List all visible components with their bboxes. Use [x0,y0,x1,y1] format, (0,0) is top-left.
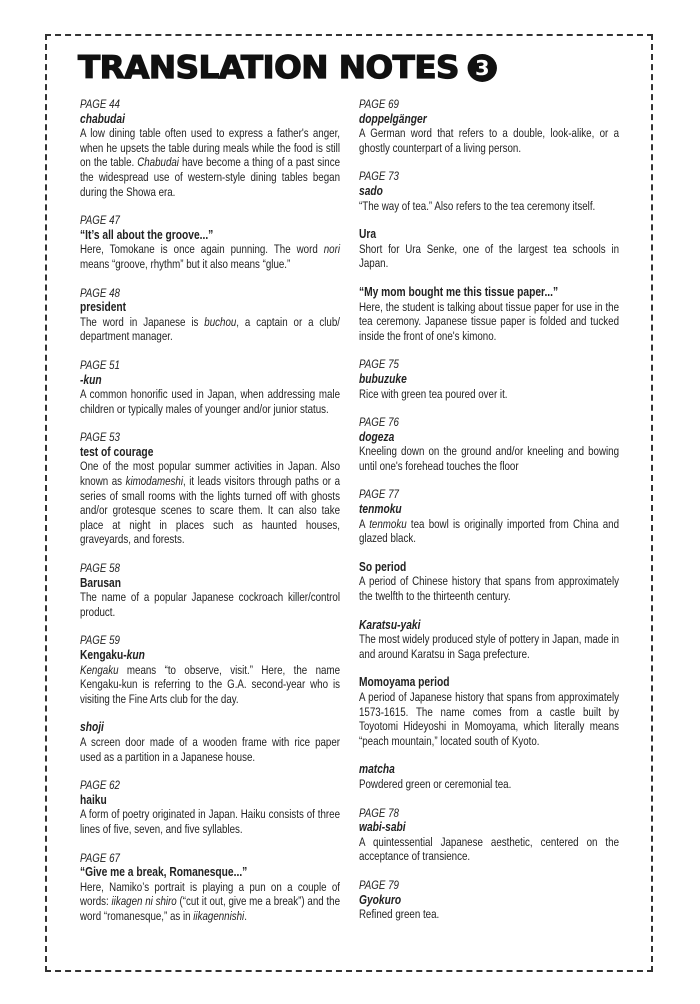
note-term [359,762,619,777]
note-body [80,315,340,344]
body-segment: Here, Namiko’s portrait is playing a pun on a couple of words: [80,879,340,909]
note-body [359,126,619,155]
body-segment: A quintessential Japanese aesthetic, centered on the acceptance of transience. [359,834,619,864]
note-body [359,517,619,546]
note-body [359,777,619,792]
page-reference: PAGE 58 [80,561,120,576]
body-segment: A form of poetry originated in Japan. Haiku consists of three lines of five, seven, and five syllables. [80,807,340,836]
term-segment: wabi-sabi [359,819,406,835]
term-segment: Ura [359,226,377,242]
term-segment: doppelgänger [359,110,427,126]
note-entry [359,878,619,922]
body-segment: Kengaku [80,662,119,677]
term-segment: matcha [359,761,395,777]
note-body [359,387,619,402]
body-segment: buchou [204,314,237,329]
term-segment: “My mom bought me this tissue paper...” [359,283,559,299]
page-title [78,50,497,86]
page-reference: PAGE 67 [80,850,120,865]
title-text: TRANSLATION NOTES [78,50,459,86]
body-segment: Powdered green or ceremonial tea. [359,776,512,791]
page-reference: PAGE 59 [80,633,120,648]
page-reference: PAGE 77 [359,487,399,502]
note-entry [359,97,619,155]
body-segment: A low dining table often used to express a father's anger, when he upsets the table during meals while the food is still on the table. [80,126,340,170]
body-segment: , a captain or a club/ department manager. [80,314,340,344]
body-segment: have become a thing of a past since the widespread use of western-style dining tables began during the Showa era. [80,155,340,199]
note-body [80,590,340,619]
note-body [359,907,619,922]
note-body [359,835,619,864]
note-body [359,242,619,271]
term-segment: sado [359,182,383,198]
body-segment: means “to observe, visit.” Here, the name Kengaku-kun is referring to the G.A. second-year who is visiting the Fine Arts club for the day. [80,662,340,706]
note-term [359,285,619,300]
term-segment: bubuzuke [359,370,407,386]
note-term [359,502,619,517]
note-entry [359,560,619,604]
note-term [80,112,340,127]
term-segment: shoji [80,719,104,735]
body-segment: “The way of tea.” Also refers to the tea ceremony itself. [359,198,596,213]
term-segment: -kun [80,371,102,387]
note-body [359,632,619,661]
page-reference: PAGE 76 [359,415,399,430]
note-entry [359,806,619,864]
term-segment: Gyokuro [359,891,402,907]
body-segment: Rice with green tea poured over it. [359,386,508,401]
term-segment: “Give me a break, Romanesque...” [80,864,248,880]
note-entry [80,778,340,836]
note-entry [80,633,340,706]
page-reference: PAGE 75 [359,357,399,372]
term-segment: kun [126,647,145,662]
note-entry [80,213,340,271]
note-term [80,373,340,388]
note-entry [80,720,340,764]
note-entry [80,97,340,199]
page-reference: PAGE 44 [80,97,120,111]
body-segment: Chabudai [137,155,179,170]
note-term [80,793,340,808]
note-entry [359,487,619,545]
note-body [359,199,619,214]
note-term [80,228,340,243]
page-reference: PAGE 73 [359,169,399,184]
note-body [359,444,619,473]
body-segment: iikagen ni shiro [111,894,177,909]
note-entry [80,358,340,416]
page-reference: PAGE 47 [80,213,120,228]
note-entry [359,762,619,791]
term-segment: Kengaku- [80,647,127,662]
note-term [359,560,619,575]
note-entry [80,561,340,619]
note-term [359,430,619,445]
note-term [80,865,340,880]
body-segment: The word in Japanese is [80,314,205,329]
body-segment: tea bowl is originally imported from China and glazed black. [359,516,619,546]
term-segment: dogeza [359,428,395,444]
page-reference: PAGE 62 [80,778,120,793]
page-reference: PAGE 69 [359,97,399,111]
note-body [80,459,340,547]
page-reference: PAGE 79 [359,877,399,892]
note-body [80,242,340,271]
note-term [359,112,619,127]
body-segment: One of the most popular summer activities in Japan. Also known as [80,459,340,489]
note-entry [80,430,340,547]
body-segment: The name of a popular Japanese cockroach killer/control product. [80,590,340,619]
note-entry [359,415,619,473]
chapter-number-badge: 3 [467,54,496,82]
body-segment: A period of Japanese history that spans from approximately 1573-1615. The name comes from a castle built by Toyotomi Hideyoshi in Momoyama, which literally means “peach mountain,” located south of Kyoto. [359,690,619,748]
note-term [359,893,619,908]
note-term [80,445,340,460]
body-segment: iikagennishi [193,908,245,923]
note-body [80,387,340,416]
note-body [80,126,340,199]
body-segment: , it leads visitors through paths or a series of small rooms with the lights turned off with ghosts and/or grotesque scenes to scare them. It can also take place at night in places such as haunted houses, graveyards, and forests. [80,474,340,547]
page-reference: PAGE 48 [80,285,120,300]
note-body [80,880,340,924]
note-entry [80,286,340,344]
note-term [80,576,340,591]
body-segment: means “groove, rhythm” but it also means “glue.” [80,256,291,271]
note-body [359,690,619,748]
note-term [359,227,619,242]
body-segment: A common honorific used in Japan, when addressing male children or typically males of younger and/or junior status. [80,387,340,416]
note-term [359,184,619,199]
note-entry [359,675,619,748]
notes-column-right [359,97,619,936]
term-segment: Barusan [80,574,121,590]
term-segment: haiku [80,791,107,807]
body-segment: tenmoku [369,516,407,531]
note-term [80,300,340,315]
term-segment: “It’s all about the groove...” [80,226,214,242]
body-segment: A [359,516,370,531]
note-entry [80,851,340,924]
note-term [359,372,619,387]
body-segment: A German word that refers to a double, look-alike, or a ghostly counterpart of a living person. [359,126,619,155]
term-segment: So period [359,558,407,574]
note-term [359,675,619,690]
body-segment: (“cut it out, give me a break”) and the word “romanesque,” as in [80,894,340,923]
note-body [80,807,340,836]
note-entry [359,285,619,343]
note-term [80,720,340,735]
term-segment: Karatsu-yaki [359,616,421,632]
body-segment: Here, the student is talking about tissue paper for use in the tea ceremony. Japanese tissue paper is folded and tucked inside the front of one's kimono. [359,299,619,343]
body-segment: The most widely produced style of pottery in Japan, made in and around Karatsu in Saga prefecture. [359,632,619,661]
body-segment: . [244,908,247,923]
term-segment: tenmoku [359,501,402,517]
note-body [80,735,340,764]
note-term [80,648,340,663]
body-segment: A screen door made of a wooden frame with rice paper used as a partition in a Japanese house. [80,734,340,764]
body-segment: Short for Ura Senke, one of the largest tea schools in Japan. [359,241,619,271]
note-body [80,663,340,707]
term-segment: chabudai [80,110,125,126]
body-segment: kimodameshi [125,474,184,489]
body-segment: nori [323,242,340,257]
note-term [359,618,619,633]
body-segment: Kneeling down on the ground and/or kneeling and bowing until one's forehead touches the floor [359,444,619,473]
term-segment: test of courage [80,443,154,459]
body-segment: A period of Chinese history that spans from approximately the twelfth to the thirteenth century. [359,574,619,604]
note-entry [359,227,619,271]
note-entry [359,357,619,401]
body-segment: Refined green tea. [359,907,440,922]
page-reference: PAGE 51 [80,357,120,372]
note-body [359,574,619,603]
term-segment: Momoyama period [359,674,450,690]
term-segment: president [80,299,127,315]
note-term [359,820,619,835]
page-reference: PAGE 53 [80,430,120,445]
page-reference: PAGE 78 [359,805,399,820]
note-entry [359,169,619,213]
notes-column-left [80,97,340,938]
note-entry [359,618,619,662]
body-segment: Here, Tomokane is once again punning. The word [80,242,324,257]
note-body [359,300,619,344]
